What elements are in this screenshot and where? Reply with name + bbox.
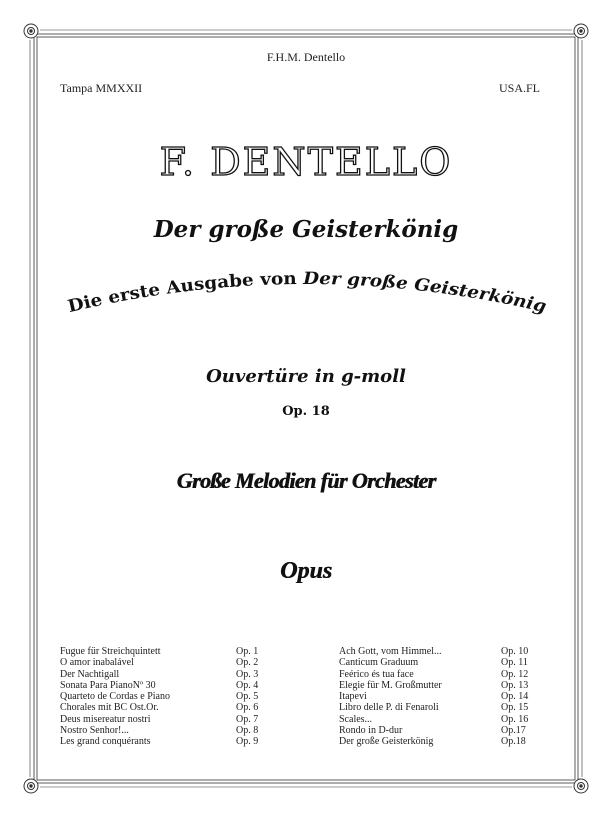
work-opus-entry: Op. 2 bbox=[236, 657, 259, 669]
work-list-item bbox=[339, 691, 539, 702]
work-title-entry: Feérico és tua face bbox=[339, 668, 414, 680]
work-list-item bbox=[60, 669, 270, 680]
works-list-right bbox=[339, 646, 539, 748]
opus-number: Op. 18 bbox=[282, 404, 330, 419]
author-header: F.H.M. Dentello bbox=[266, 50, 346, 64]
work-title-entry: Chorales mit BC Ost.Or. bbox=[60, 702, 159, 714]
work-opus-entry: Op. 12 bbox=[501, 668, 529, 680]
work-title-entry: Scales... bbox=[339, 713, 373, 725]
work-title-entry: Elegie für M. Großmutter bbox=[339, 679, 442, 691]
place-year: Tampa MMXXII bbox=[60, 81, 143, 95]
work-list-item bbox=[339, 714, 539, 725]
work-opus-entry: Op. 10 bbox=[501, 646, 529, 657]
work-opus-entry: Op. 8 bbox=[236, 725, 259, 737]
work-title-entry: O amor inabalável bbox=[60, 657, 134, 669]
svg-text:Die erste Ausgabe von Der groß bbox=[66, 269, 548, 317]
work-list-item bbox=[60, 725, 270, 736]
work-title-entry: Ach Gott, vom Himmel... bbox=[339, 646, 442, 657]
work-opus-entry: Op. 13 bbox=[501, 679, 529, 691]
subtitle: Ouvertüre in g-moll bbox=[206, 366, 406, 387]
work-opus-entry: Op. 15 bbox=[501, 702, 529, 714]
work-opus-entry: Op. 3 bbox=[236, 668, 259, 680]
arc-text-italic: Der große Geisterkönig bbox=[303, 268, 548, 317]
work-opus-entry: Op. 11 bbox=[501, 657, 528, 669]
work-opus-entry: Op. 1 bbox=[236, 646, 259, 657]
work-list-item bbox=[339, 646, 539, 657]
region: USA.FL bbox=[498, 81, 540, 95]
work-list-item bbox=[339, 736, 539, 747]
work-opus-entry: Op.18 bbox=[501, 736, 526, 748]
work-title-entry: Quarteto de Cordas e Piano bbox=[60, 691, 170, 703]
work-list-item bbox=[339, 725, 539, 736]
work-title-entry: Rondo in D-dur bbox=[339, 725, 403, 737]
work-list-item bbox=[60, 657, 270, 668]
work-title-entry: Der Nachtigall bbox=[60, 668, 120, 680]
work-list-item bbox=[60, 691, 270, 702]
work-opus-entry: Op. 16 bbox=[501, 713, 529, 725]
work-list-item bbox=[60, 702, 270, 713]
work-opus-entry: Op. 6 bbox=[236, 702, 259, 714]
work-title-entry: Les grand conquérants bbox=[60, 736, 151, 748]
arched-edition-text bbox=[0, 262, 612, 342]
work-opus-entry: Op. 4 bbox=[236, 679, 259, 691]
arc-text-plain: Die erste Ausgabe von bbox=[65, 269, 303, 318]
collection-title: Große Melodien für Orchester bbox=[176, 468, 436, 493]
work-title-entry: Fugue für Streichquintett bbox=[60, 646, 161, 657]
work-opus-entry: Op. 7 bbox=[236, 713, 259, 725]
work-list-item bbox=[339, 680, 539, 691]
work-list-item bbox=[60, 680, 270, 691]
work-list-item bbox=[339, 657, 539, 668]
composer-name: F. DENTELLO bbox=[159, 140, 453, 184]
work-opus-entry: Op. 5 bbox=[236, 691, 259, 703]
work-list-item bbox=[60, 646, 270, 657]
opus-heading: Opus bbox=[279, 558, 333, 584]
work-title-entry: Libro delle P. di Fenaroli bbox=[339, 702, 439, 714]
works-list-left bbox=[60, 646, 270, 748]
work-title-entry: Nostro Senhor!... bbox=[60, 725, 129, 737]
work-title-entry: Itapevi bbox=[339, 691, 367, 703]
work-opus-entry: Op.17 bbox=[501, 725, 526, 737]
work-title-entry: Deus misereatur nostri bbox=[60, 713, 151, 725]
work-title-entry: Der große Geisterkönig bbox=[339, 736, 434, 748]
work-list-item bbox=[339, 669, 539, 680]
work-list-item bbox=[339, 702, 539, 713]
work-opus-entry: Op. 9 bbox=[236, 736, 259, 748]
work-list-item bbox=[60, 736, 270, 747]
work-list-item bbox=[60, 714, 270, 725]
work-title: Der große Geisterkönig bbox=[153, 216, 459, 243]
work-opus-entry: Op. 14 bbox=[501, 691, 529, 703]
work-title-entry: Canticum Graduum bbox=[339, 657, 419, 669]
work-title-entry: Sonata Para PianoNº 30 bbox=[60, 679, 156, 691]
